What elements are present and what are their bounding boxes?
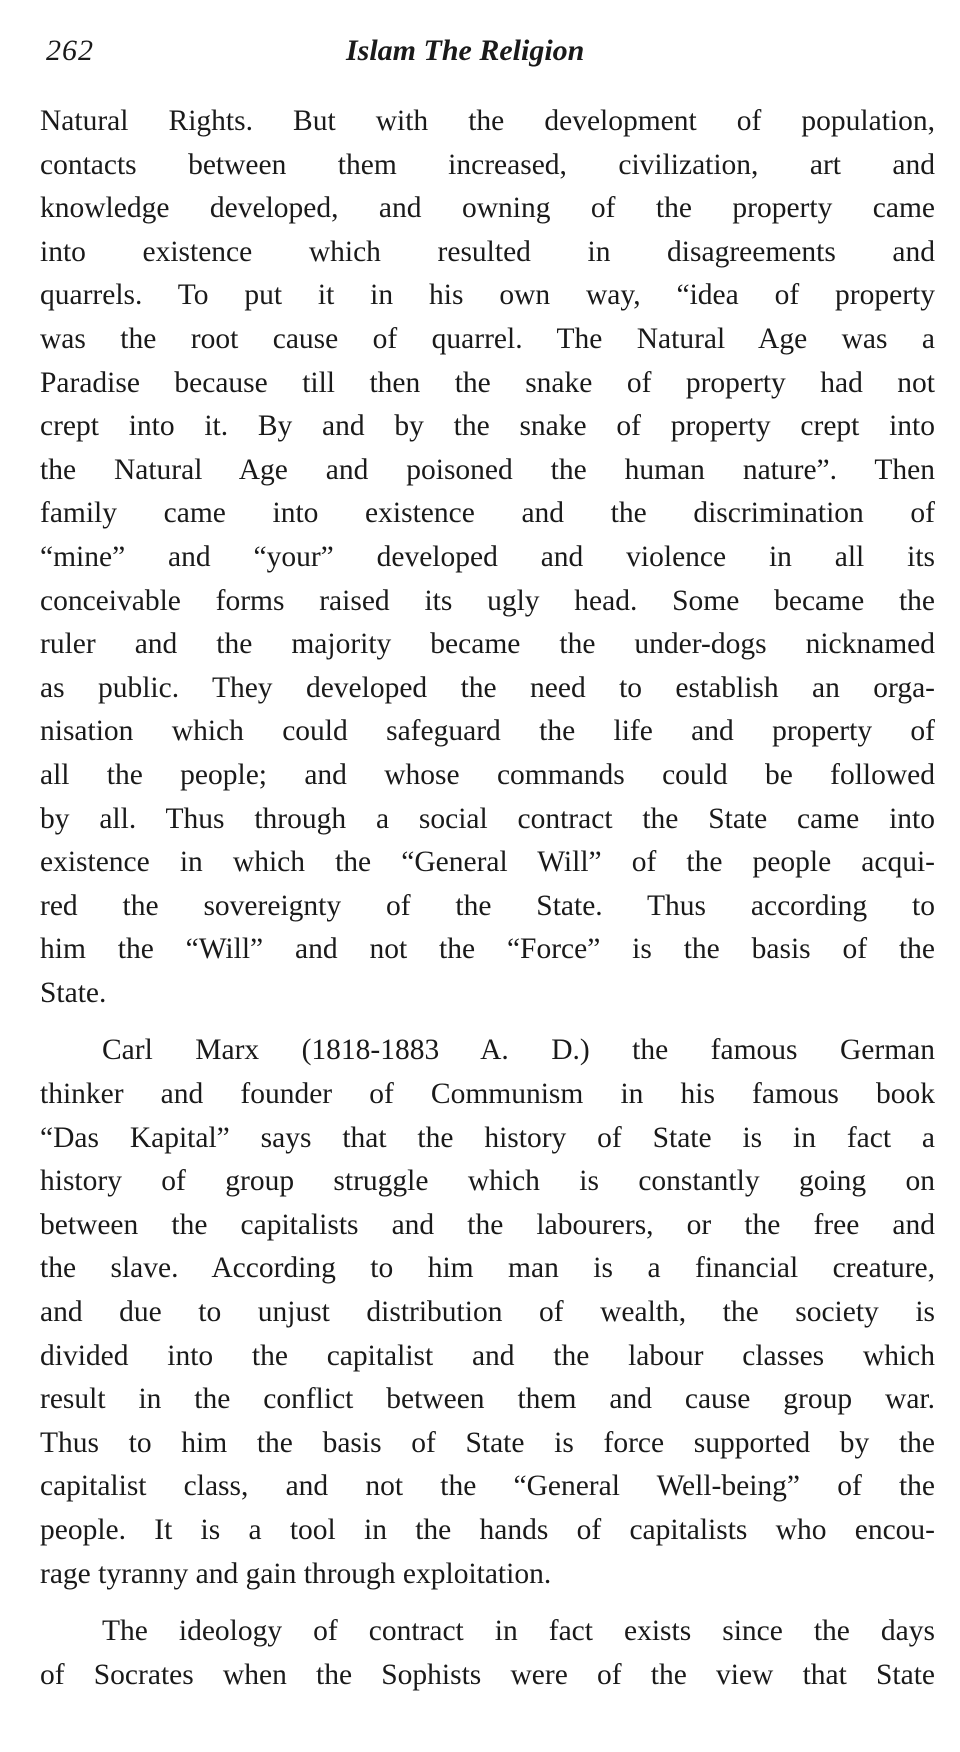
text-line: all the people; and whose commands could be followed bbox=[40, 758, 935, 791]
text-line: family came into existence and the discrimination of bbox=[40, 497, 935, 530]
text-line: result in the conflict between them and cause group war. bbox=[40, 1383, 935, 1416]
paragraph-contract-ideology bbox=[40, 1610, 935, 1697]
text-line: existence in which the “General Will” of the people acqui- bbox=[40, 846, 935, 879]
body-text bbox=[40, 100, 935, 1697]
text-line: State. bbox=[40, 976, 107, 1009]
text-line: conceivable forms raised its ugly head. Some became the bbox=[40, 584, 935, 617]
text-line: the slave. According to him man is a financial creature, bbox=[40, 1252, 935, 1285]
text-line: Natural Rights. But with the development of population, bbox=[40, 105, 935, 137]
text-line: Paradise because till then the snake of property had not bbox=[40, 366, 935, 399]
text-line: was the root cause of quarrel. The Natural Age was a bbox=[40, 322, 935, 355]
text-line: by all. Thus through a social contract the State came into bbox=[40, 802, 935, 835]
text-line: crept into it. By and by the snake of property crept into bbox=[40, 410, 935, 443]
text-line: thinker and founder of Communism in his famous book bbox=[40, 1078, 935, 1111]
text-line: The ideology of contract in fact exists since the days bbox=[102, 1615, 935, 1648]
paragraph-carl-marx bbox=[40, 1029, 935, 1596]
text-line: contacts between them increased, civilization, art and bbox=[40, 148, 935, 181]
text-line: history of group struggle which is constantly going on bbox=[40, 1165, 935, 1198]
text-line: divided into the capitalist and the labour classes which bbox=[40, 1339, 935, 1372]
text-line: “Das Kapital” says that the history of State is in fact a bbox=[40, 1121, 935, 1154]
text-line: knowledge developed, and owning of the property came bbox=[40, 192, 935, 225]
text-line: ruler and the majority became the under-dogs nicknamed bbox=[40, 628, 935, 661]
text-line: as public. They developed the need to establish an orga- bbox=[40, 671, 935, 704]
text-line: nisation which could safeguard the life and property of bbox=[40, 715, 935, 748]
text-line: red the sovereignty of the State. Thus according to bbox=[40, 889, 935, 922]
text-line: Thus to him the basis of State is force supported by the bbox=[40, 1426, 935, 1459]
text-line: between the capitalists and the labourers, or the free and bbox=[40, 1208, 935, 1241]
text-line: quarrels. To put it in his own way, “idea of property bbox=[40, 279, 935, 312]
text-line: of Socrates when the Sophists were of the view that State bbox=[40, 1658, 935, 1691]
text-line: into existence which resulted in disagreements and bbox=[40, 235, 935, 268]
text-line: people. It is a tool in the hands of capitalists who encou- bbox=[40, 1514, 935, 1546]
text-line: and due to unjust distribution of wealth, the society is bbox=[40, 1296, 935, 1329]
running-title: Islam The Religion bbox=[346, 34, 585, 67]
text-line: the Natural Age and poisoned the human nature”. Then bbox=[40, 453, 935, 486]
page-number: 262 bbox=[46, 34, 94, 67]
text-line: “mine” and “your” developed and violence in all its bbox=[40, 540, 935, 573]
page-header bbox=[46, 30, 926, 78]
paragraph-natural-rights bbox=[40, 100, 935, 1015]
text-line: rage tyranny and gain through exploitation. bbox=[40, 1557, 552, 1590]
text-line: capitalist class, and not the “General Well-being” of the bbox=[40, 1470, 935, 1503]
text-line: Carl Marx (1818-1883 A. D.) the famous German bbox=[102, 1034, 935, 1067]
text-line: him the “Will” and not the “Force” is the basis of the bbox=[40, 933, 935, 966]
